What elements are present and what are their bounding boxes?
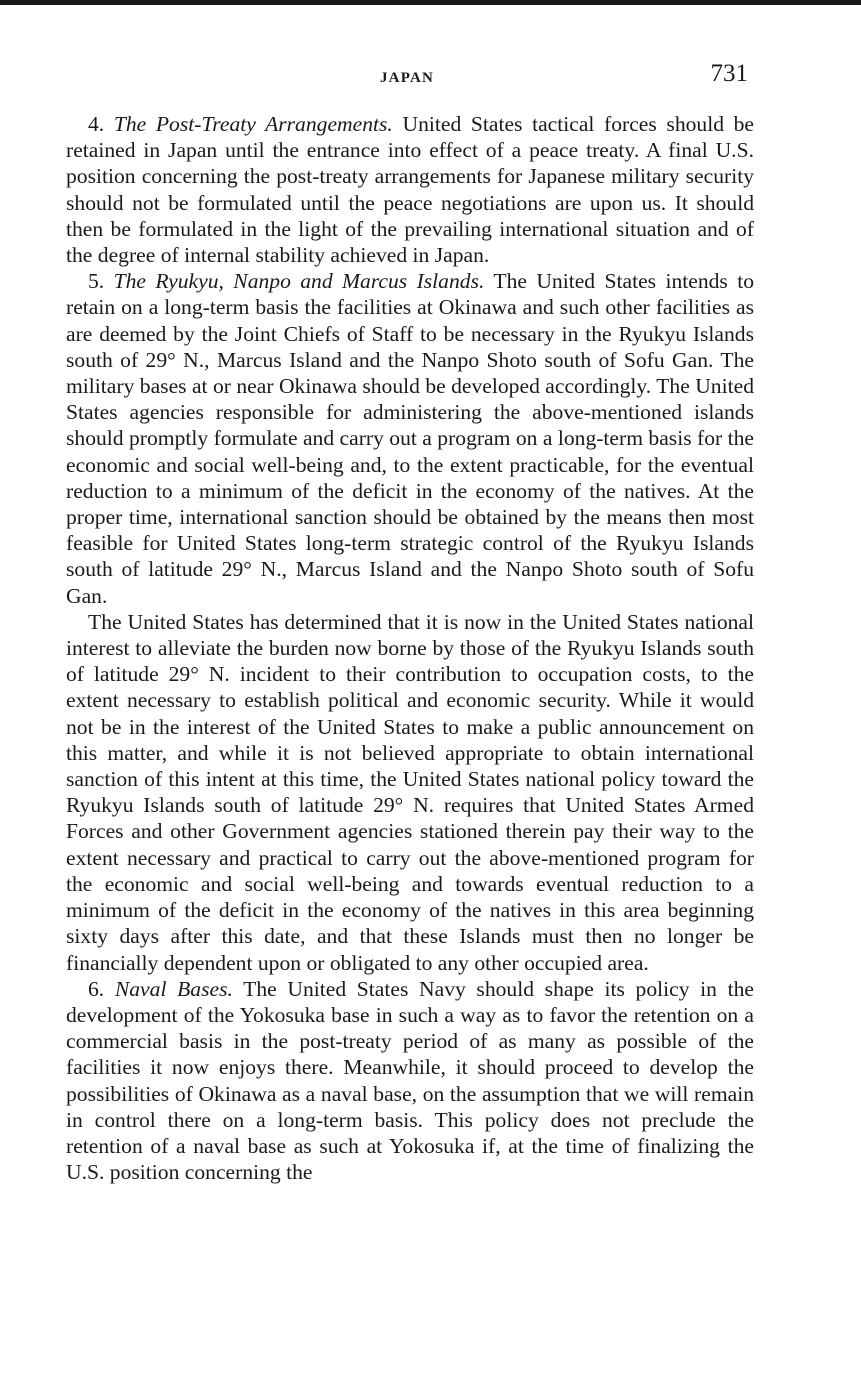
paragraph-number: 5. — [88, 269, 105, 294]
page-number: 731 — [710, 60, 748, 87]
paragraph-title: The Post-Treaty Arrangements. — [113, 112, 393, 136]
document-body — [66, 111, 754, 1185]
paragraph-text: United States tactical forces should be retained in Japan until the entrance into effect of a peace treaty. A final U.S. position concerning the post-treaty arrangements for Japanese military security should not be formulated until the peace negotiations are upon us. It should then be formulated in the light of the prevailing international situation and of the degree of internal stability achieved in Japan. — [66, 112, 755, 268]
paragraph-ryukyu-occupation-costs — [66, 609, 754, 976]
paragraph-number: 6. — [88, 976, 105, 1001]
paragraph-title: The Ryukyu, Nanpo and Marcus Islands. — [113, 269, 485, 294]
paragraph-text: The United States has determined that it is now in the United States national interest to alleviate the burden now borne by those of the Ryukyu Islands south of latitude 29° N. incident to their contribution to occupation costs, to the extent necessary to establish political and economic security. While it would not be in the interest of the United States to make a public announcement on this matter, and while it is not believed appropriate to obtain international sanction of this intent at this time, the United States national policy toward the Ryukyu Islands south of latitude 29° N. requires that United States Armed Forces and other Government agencies stationed therein pay their way to the extent necessary and practical to carry out the above-mentioned program for the economic and social well-being and towards eventual reduction to a minimum of the deficit in the economy of the natives in this area beginning sixty days after this date, and that these Islands must then no longer be financially dependent upon or obligated to any other occupied area. — [66, 609, 754, 975]
running-head: JAPAN — [379, 70, 435, 86]
page-top-border — [0, 0, 861, 5]
paragraph-text: The United States Navy should shape its policy in the development of the Yokosuka base in such a way as to favor the retention on a commercial basis in the post-treaty period of as many as possible of the facilities it now enjoys there. Meanwhile, it should proceed to develop the possibilities of Okinawa as a naval base, on the assumption that we will remain in control there on a long-term basis. This policy does not preclude the retention of a naval base as such at Yokosuka if, at the time of finalizing the U.S. position concerning the — [66, 976, 754, 1185]
page-header — [64, 60, 750, 92]
paragraph-ryukyu-nanpo-marcus — [66, 268, 754, 609]
paragraph-number: 4. — [88, 112, 105, 136]
paragraph-post-treaty-arrangements — [66, 111, 754, 268]
paragraph-text: The United States intends to retain on a long-term basis the facilities at Okinawa and such other facilities as are deemed by the Joint Chiefs of Staff to be necessary in the Ryukyu Islands south of 29° N., Marcus Island and the Nanpo Shoto south of Sofu Gan. The military bases at or near Okinawa should be developed accordingly. The United States agencies responsible for administering the above-mentioned islands should promptly formulate and carry out a program on a long-term basis for the economic and social well-being and, to the extent practicable, for the eventual reduction to a minimum of the deficit in the economy of the natives. At the proper time, international sanction should be obtained by the means then most feasible for United States long-term strategic control of the Ryukyu Islands south of latitude 29° N., Marcus Island and the Nanpo Shoto south of Sofu Gan. — [66, 269, 754, 608]
paragraph-naval-bases — [66, 976, 754, 1186]
paragraph-title: Naval Bases. — [114, 976, 233, 1001]
